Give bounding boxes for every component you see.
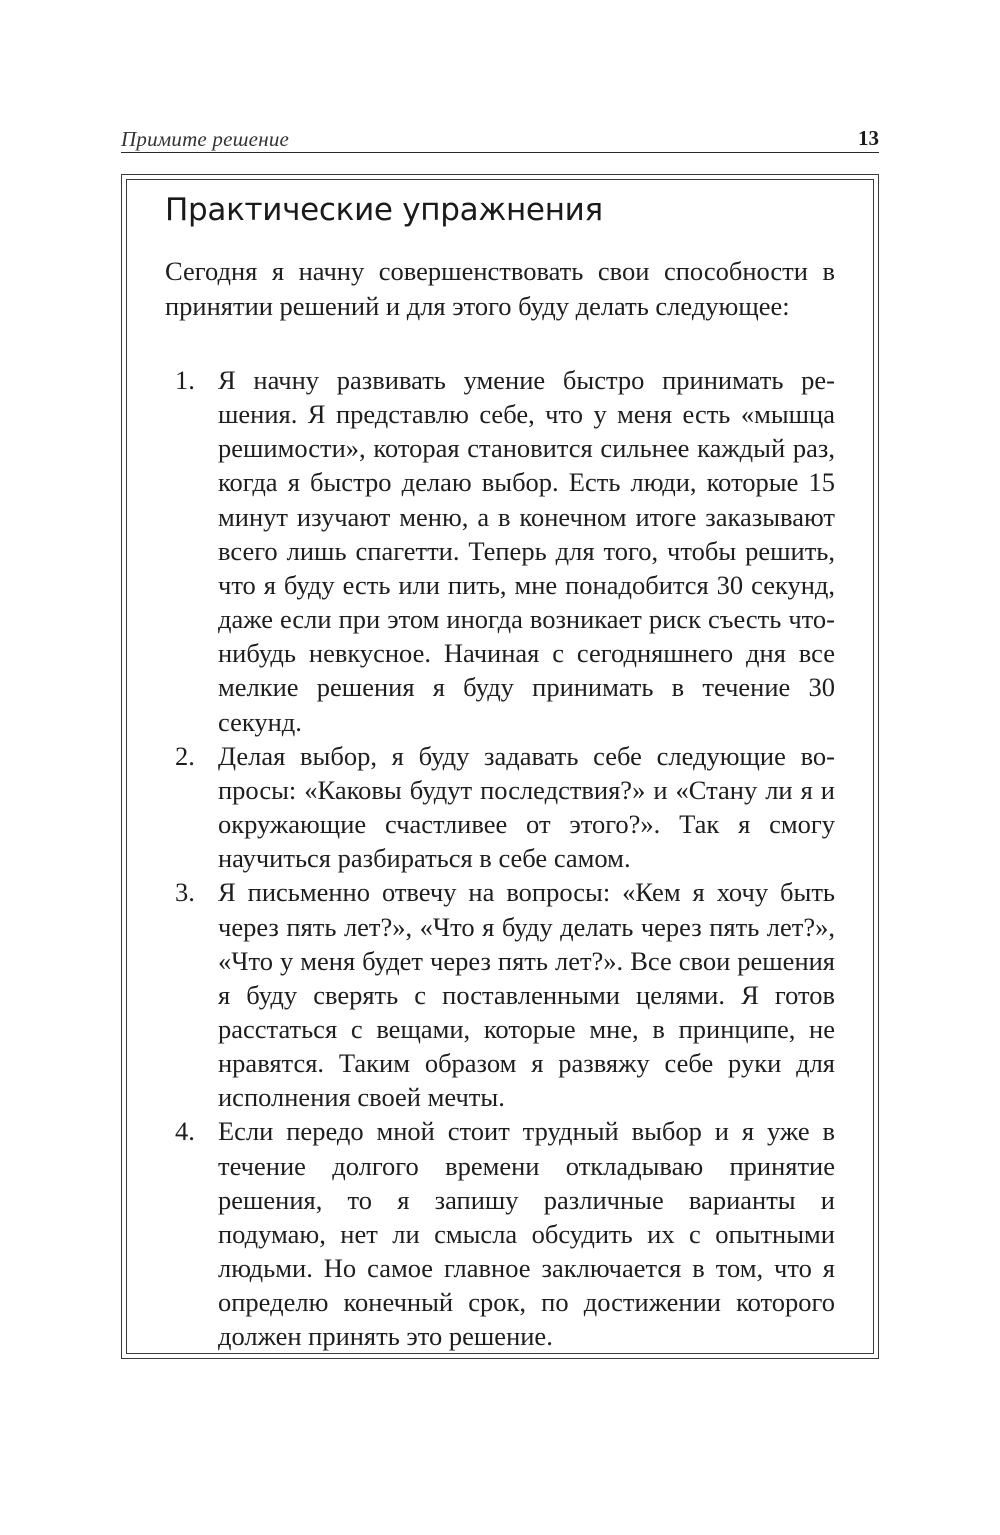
exercise-text: Я начну развивать умение быстро принимать решения. Я представлю себе, что у меня есть «мышца решимости», которая становится сильнее каждый раз, когда я быстро делаю выбор. Есть люди, которые 15 минут изучают меню, а в конечном итоге заказывают всего лишь спагетти. Теперь для того, чтобы решить, что я буду есть или пить, мне понадобится 30 секунд, даже если при этом иногда возникает риск съесть что-нибудь невкусное. Начиная с сегодняшнего дня все мелкие решения я буду принимать в течение 30 секунд. — [218, 365, 835, 737]
exercise-number: 3. — [175, 877, 195, 908]
box-heading: Практические упражнения — [165, 192, 603, 228]
exercise-number: 4. — [175, 1116, 195, 1147]
exercise-item — [165, 363, 835, 739]
exercise-item — [165, 875, 835, 1114]
exercise-item — [165, 1114, 835, 1353]
exercise-item — [165, 739, 835, 876]
exercise-box — [165, 188, 835, 1354]
running-title: Примите решение — [121, 127, 290, 151]
running-header — [121, 122, 879, 153]
intro-paragraph: Сегодня я начну совершенствовать свои способности в принятии решений и для этого буду делать следующее: — [165, 256, 835, 321]
exercise-list — [165, 363, 835, 1354]
exercise-number: 1. — [175, 365, 195, 395]
exercise-text: Делая выбор, я буду задавать себе следующие вопросы: «Каковы будут последствия?» и «Стану ли я и окружающие счастливее от этого?». Так я смогу научиться разбираться в себе самом. — [218, 740, 835, 874]
exercise-text: Я письменно отвечу на вопросы: «Кем я хочу быть через пять лет?», «Что я буду делать через пять лет?», «Что у меня будет через пять лет?». Все свои решения я буду сверять с поставленными целями. Я готов расстаться с вещами, которые мне, в принципе, не нравятся. Таким образом я развяжу себе руки для исполнения своей мечты. — [218, 877, 835, 1113]
exercise-text: Если передо мной стоит трудный выбор и я уже в течение долгого времени откладываю принятие решения, то я запишу различные варианты и подумаю, нет ли смысла обсудить их с опытными людьми. Но самое главное заключается в том, что я определю конечный срок, по достижении которого должен принять это решение. — [218, 1116, 835, 1352]
page-number: 13 — [858, 126, 879, 150]
exercise-number: 2. — [175, 740, 195, 771]
